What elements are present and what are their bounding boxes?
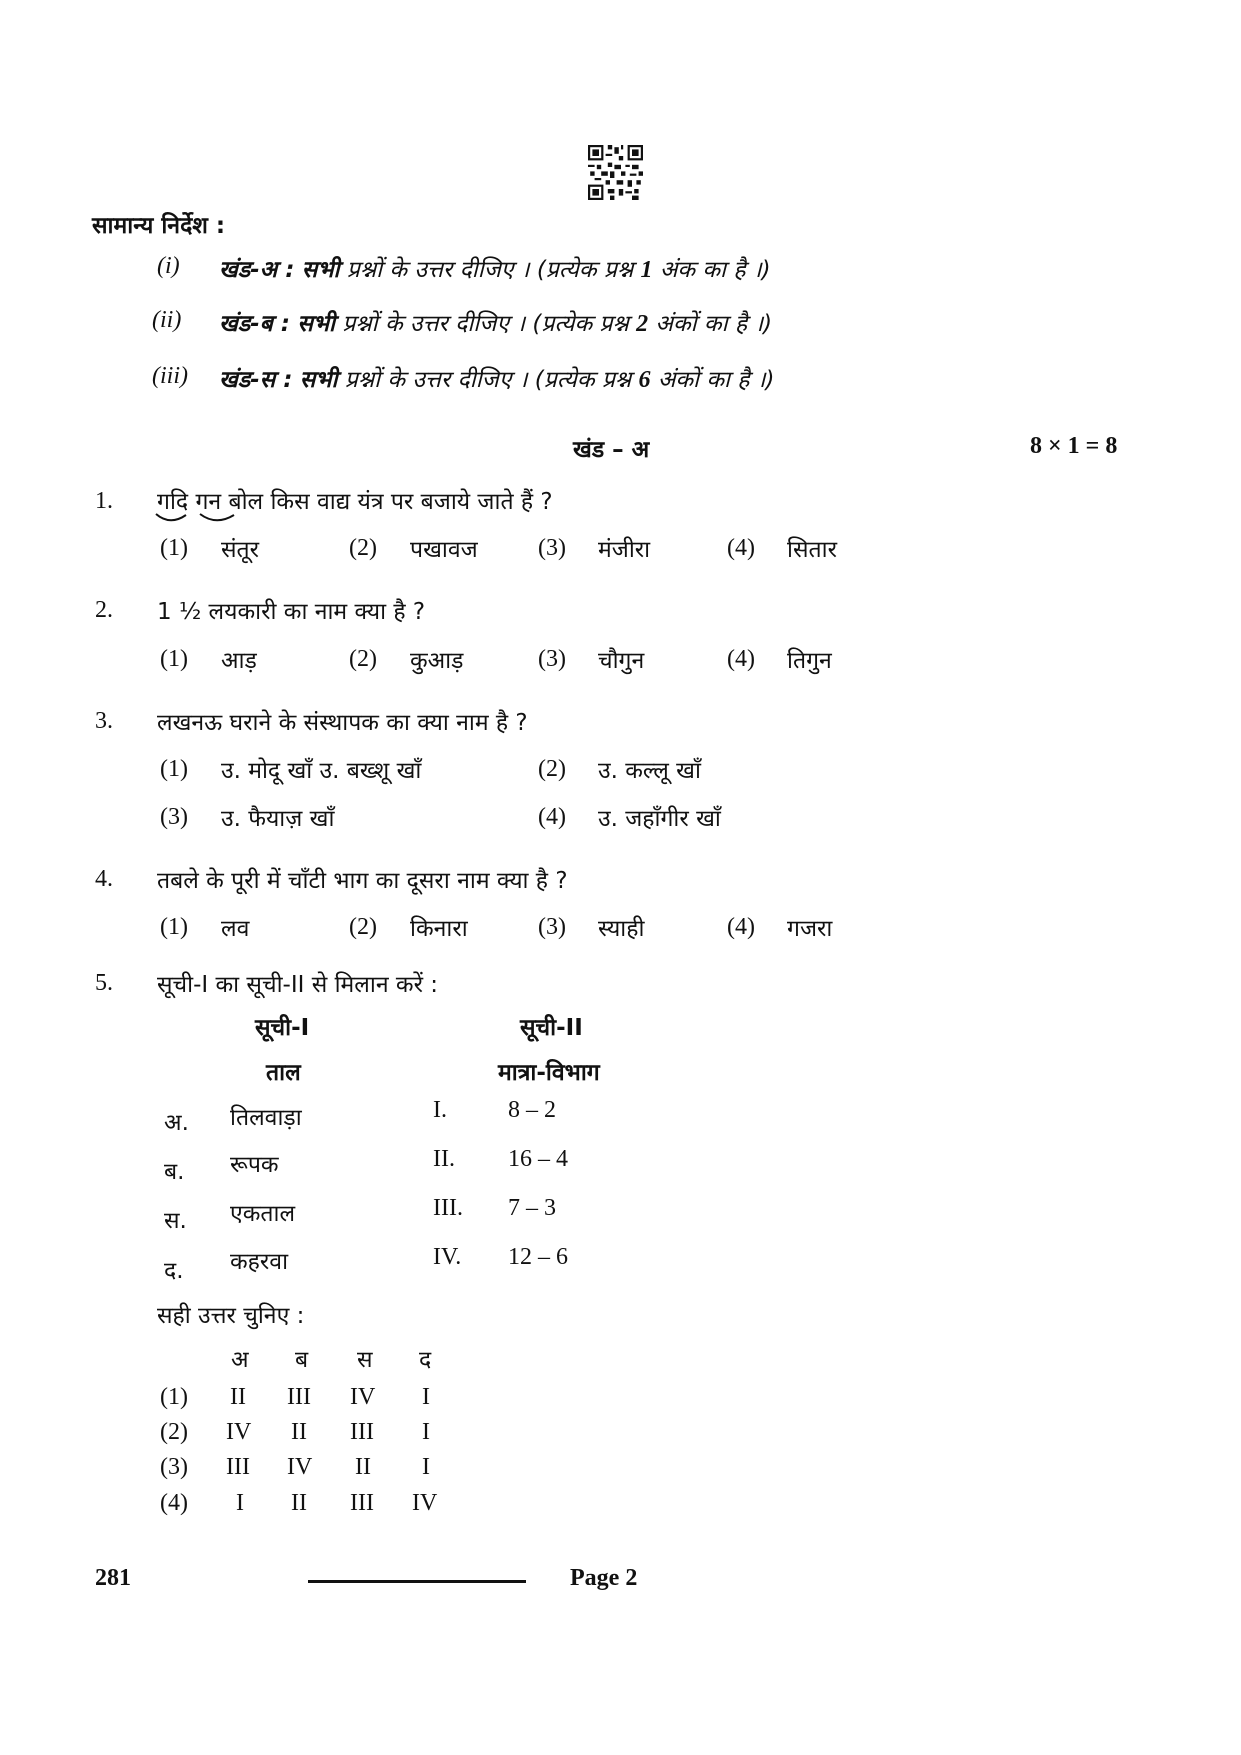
match-item: रूपक [230, 1152, 279, 1178]
instruction-text: खंड-स : सभी प्रश्नों के उत्तर दीजिए । (प्रत्येक प्रश्न 6 अंकों का है ।) [219, 367, 775, 393]
list2-subheading: मात्रा-विभाग [498, 1060, 600, 1086]
answer-cell: IV [226, 1419, 252, 1445]
paper-code: 281 [95, 1565, 131, 1591]
instruction-item: (iii) [152, 363, 188, 389]
answer-head: द [419, 1347, 432, 1373]
option-number: (3) [538, 914, 566, 940]
answer-option-number: (4) [160, 1490, 188, 1516]
match-value: 16 – 4 [508, 1146, 568, 1172]
answer-cell: I [422, 1454, 430, 1480]
match-roman: I. [433, 1097, 447, 1123]
option-text: तिगुन [787, 648, 832, 674]
answer-head: अ [231, 1347, 249, 1373]
match-key: ब. [164, 1159, 185, 1185]
option-text: चौगुन [598, 648, 645, 674]
option-number: (2) [349, 535, 377, 561]
option-text: किनारा [410, 916, 468, 942]
answer-cell: II [291, 1419, 307, 1445]
instruction-item: (i) [157, 253, 180, 279]
option-text: पखावज [410, 537, 478, 563]
option-number: (3) [538, 646, 566, 672]
question-number: 5. [95, 970, 113, 996]
option-number: (1) [160, 646, 188, 672]
question-number: 4. [95, 866, 113, 892]
list1-heading: सूची-I [255, 1015, 310, 1041]
answer-cell: IV [412, 1490, 438, 1516]
list2-heading: सूची-II [520, 1015, 583, 1041]
answer-cell: IV [287, 1454, 313, 1480]
answer-option-number: (3) [160, 1454, 188, 1480]
match-item: एकताल [230, 1201, 296, 1227]
option-number: (2) [349, 914, 377, 940]
option-text: संतूर [221, 537, 260, 563]
question-number: 3. [95, 708, 113, 734]
option-number: (2) [349, 646, 377, 672]
answer-head: ब [295, 1347, 309, 1373]
qr-code [588, 145, 643, 200]
answer-head: स [357, 1347, 373, 1373]
option-number: (4) [538, 804, 566, 830]
answer-cell: II [355, 1454, 371, 1480]
match-item: कहरवा [230, 1249, 289, 1275]
section-title: खंड – अ [573, 437, 650, 463]
question-number: 2. [95, 597, 113, 623]
answer-cell: I [422, 1384, 430, 1410]
answer-cell: III [350, 1419, 374, 1445]
answer-option-number: (1) [160, 1384, 188, 1410]
question-text: तबले के पूरी में चाँटी भाग का दूसरा नाम क्या है ? [157, 868, 568, 894]
answer-cell: II [230, 1384, 246, 1410]
option-number: (2) [538, 756, 566, 782]
answer-cell: III [226, 1454, 250, 1480]
answer-cell: IV [350, 1384, 376, 1410]
question-text: लखनऊ घराने के संस्थापक का क्या नाम है ? [157, 710, 528, 736]
option-text: उ. मोदू खाँ उ. बख्शू खाँ [221, 758, 422, 784]
option-text: उ. जहाँगीर खाँ [598, 806, 721, 832]
option-number: (4) [727, 914, 755, 940]
question-text: 1 ½ लयकारी का नाम क्या है ? [157, 599, 426, 625]
answer-cell: I [236, 1490, 244, 1516]
option-text: कुआड़ [410, 648, 464, 674]
slur-mark [152, 510, 242, 528]
match-value: 12 – 6 [508, 1244, 568, 1270]
option-number: (3) [538, 535, 566, 561]
instruction-item: (ii) [152, 307, 182, 333]
section-marks: 8 × 1 = 8 [1030, 433, 1118, 459]
option-text: सितार [787, 537, 837, 563]
question-text: गदि गन बोल किस वाद्य यंत्र पर बजाये जाते हैं ? [157, 489, 553, 515]
list1-subheading: ताल [266, 1060, 301, 1086]
match-item: तिलवाड़ा [230, 1105, 302, 1131]
instruction-text: खंड-ब : सभी प्रश्नों के उत्तर दीजिए । (प्रत्येक प्रश्न 2 अंकों का है ।) [219, 311, 773, 337]
option-number: (4) [727, 535, 755, 561]
question-number: 1. [95, 488, 113, 514]
option-text: लव [221, 916, 250, 942]
choose-instruction: सही उत्तर चुनिए : [157, 1303, 305, 1329]
match-roman: III. [433, 1195, 463, 1221]
answer-cell: III [350, 1490, 374, 1516]
answer-option-number: (2) [160, 1419, 188, 1445]
option-number: (3) [160, 804, 188, 830]
match-value: 7 – 3 [508, 1195, 556, 1221]
option-number: (1) [160, 914, 188, 940]
match-roman: IV. [433, 1244, 462, 1270]
footer-rule [308, 1580, 526, 1583]
option-text: गजरा [787, 916, 833, 942]
match-value: 8 – 2 [508, 1097, 556, 1123]
option-number: (4) [727, 646, 755, 672]
match-key: द. [164, 1258, 184, 1284]
question-text: सूची-I का सूची-II से मिलान करें : [157, 972, 439, 998]
answer-cell: II [291, 1490, 307, 1516]
answer-cell: I [422, 1419, 430, 1445]
option-number: (1) [160, 756, 188, 782]
option-text: स्याही [598, 916, 645, 942]
match-key: स. [164, 1208, 187, 1234]
instruction-text: खंड-अ : सभी प्रश्नों के उत्तर दीजिए । (प्रत्येक प्रश्न 1 अंक का है ।) [219, 257, 771, 283]
instructions-heading: सामान्य निर्देश : [92, 213, 226, 239]
option-text: आड़ [221, 648, 257, 674]
option-text: उ. फैयाज़ खाँ [221, 806, 335, 832]
option-text: उ. कल्लू खाँ [598, 758, 701, 784]
match-roman: II. [433, 1146, 455, 1172]
answer-cell: III [287, 1384, 311, 1410]
page-number: Page 2 [570, 1565, 638, 1591]
match-key: अ. [164, 1110, 189, 1136]
option-text: मंजीरा [598, 537, 651, 563]
option-number: (1) [160, 535, 188, 561]
